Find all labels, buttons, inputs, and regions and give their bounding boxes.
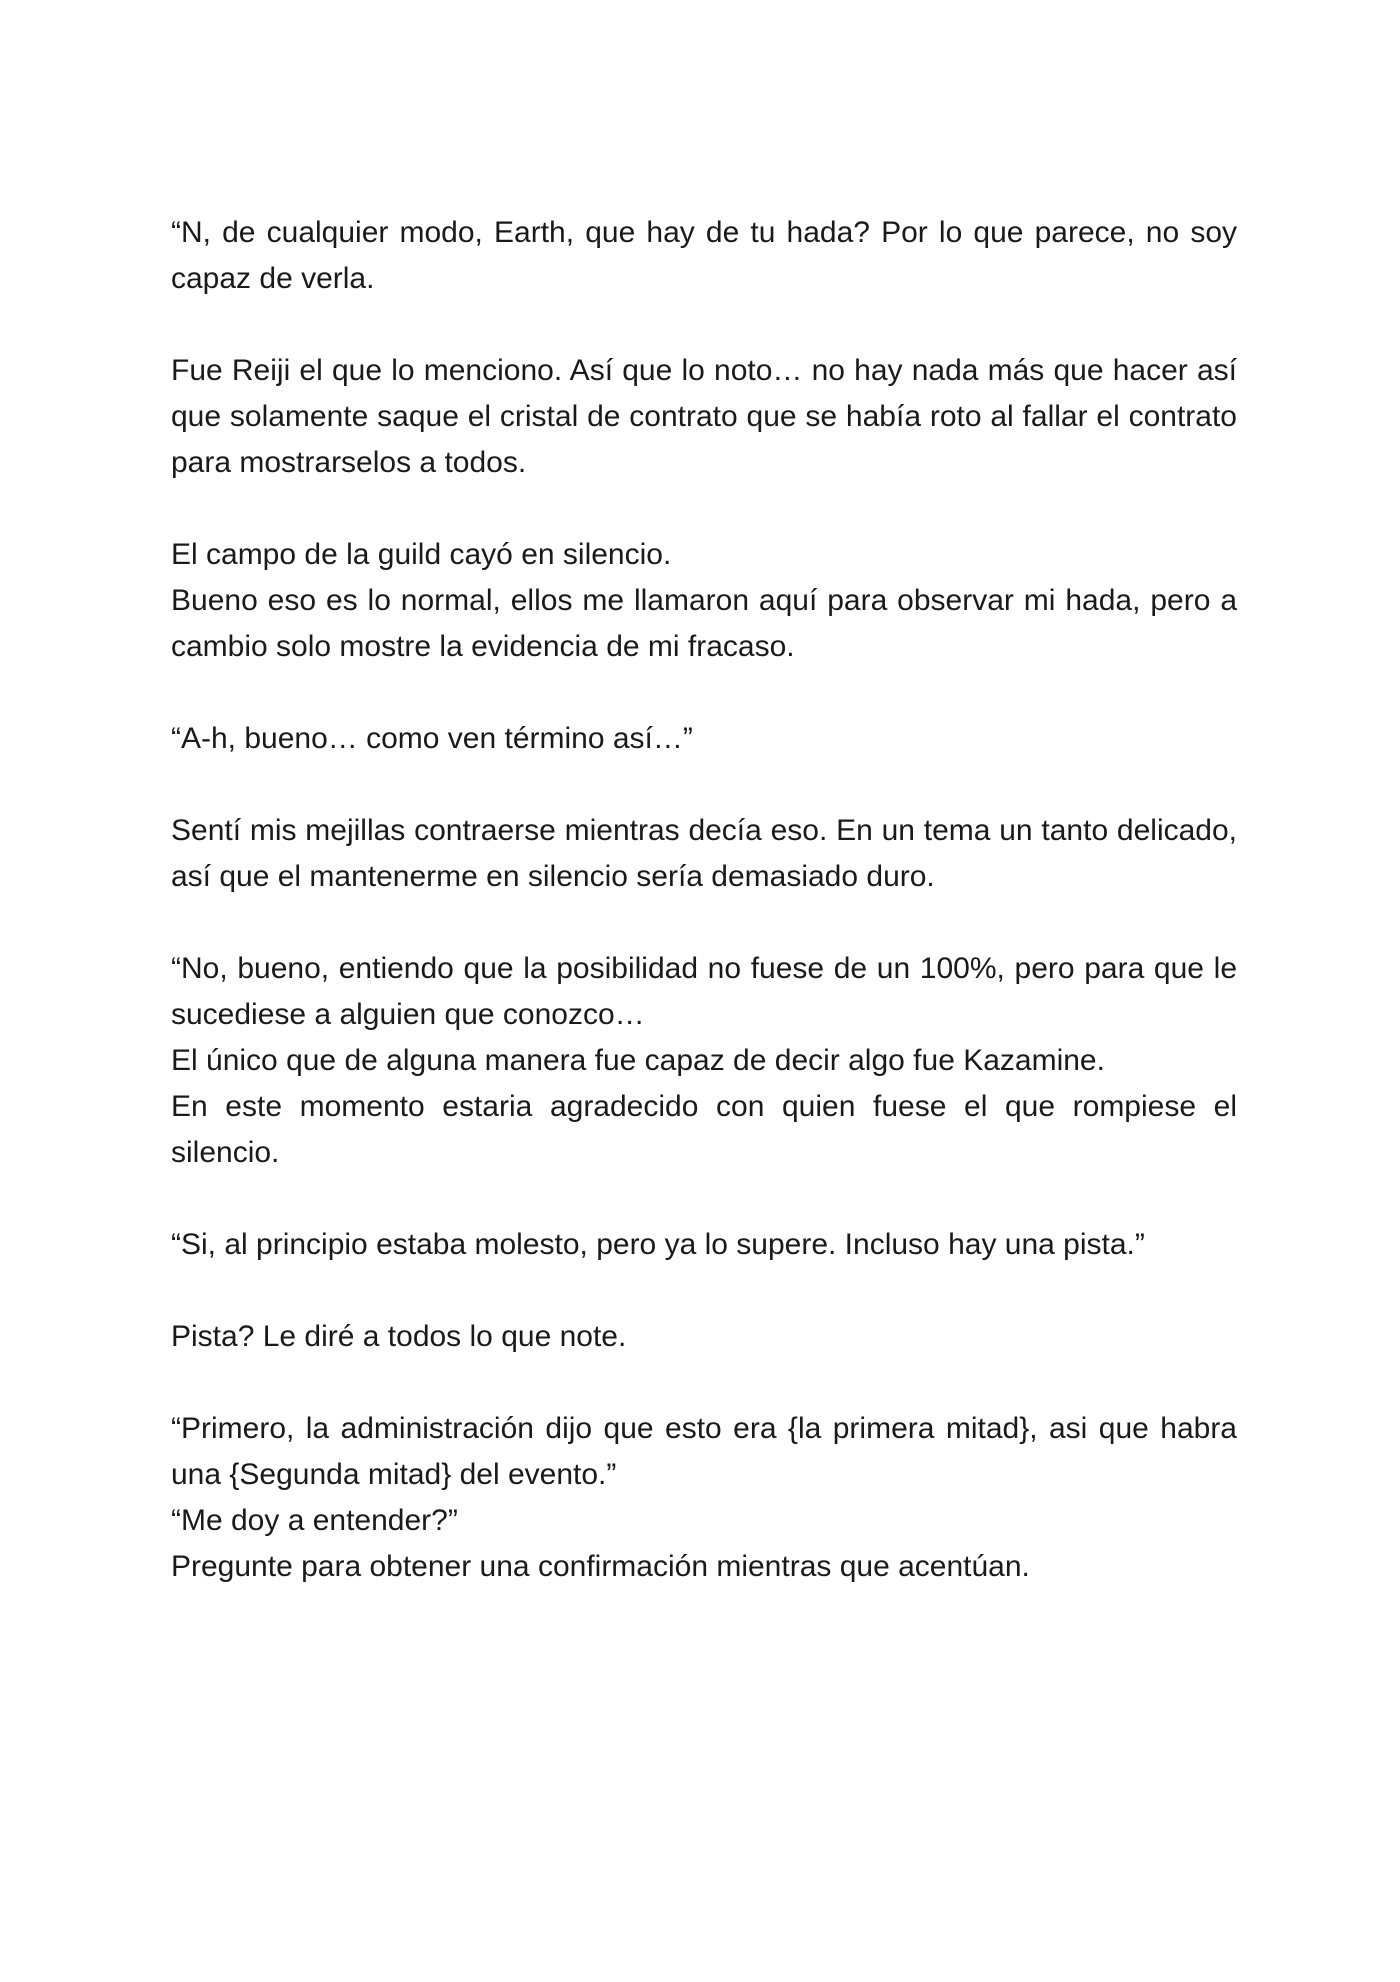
- paragraph: [171, 946, 1237, 1176]
- paragraph-line: Bueno eso es lo normal, ellos me llamaron aquí para observar mi hada, pero a cambio solo mostre la evidencia de mi fracaso.: [171, 584, 1237, 663]
- paragraph-line: Sentí mis mejillas contraerse mientras decía eso. En un tema un tanto delicado, así que el mantenerme en silencio sería demasiado duro.: [171, 814, 1237, 893]
- paragraph: [171, 808, 1237, 900]
- paragraph-line: “Primero, la administración dijo que esto era {la primera mitad}, asi que habra una {Segunda mitad} del evento.”: [171, 1412, 1237, 1491]
- paragraph-line: “No, bueno, entiendo que la posibilidad no fuese de un 100%, pero para que le sucediese a alguien que conozco…: [171, 952, 1237, 1031]
- text-body: [171, 210, 1237, 1636]
- paragraph: [171, 348, 1237, 486]
- paragraph-line: Pista? Le diré a todos lo que note.: [171, 1320, 627, 1353]
- paragraph: [171, 716, 1237, 762]
- paragraph-line: En este momento estaria agradecido con quien fuese el que rompiese el silencio.: [171, 1090, 1237, 1169]
- paragraph-line: El campo de la guild cayó en silencio.: [171, 538, 672, 571]
- paragraph: [171, 210, 1237, 302]
- paragraph-line: “N, de cualquier modo, Earth, que hay de tu hada? Por lo que parece, no soy capaz de verla.: [171, 216, 1237, 295]
- paragraph-line: “Me doy a entender?”: [171, 1504, 458, 1537]
- paragraph: [171, 1314, 1237, 1360]
- paragraph-line: “A-h, bueno… como ven término así…”: [171, 722, 693, 755]
- paragraph-line: Fue Reiji el que lo menciono. Así que lo noto… no hay nada más que hacer así que solamente saque el cristal de contrato que se había roto al fallar el contrato para mostrarselos a todos.: [171, 354, 1237, 479]
- paragraph: [171, 532, 1237, 670]
- paragraph-line: Pregunte para obtener una confirmación mientras que acentúan.: [171, 1550, 1030, 1583]
- paragraph: [171, 1222, 1237, 1268]
- paragraph-line: “Si, al principio estaba molesto, pero ya lo supere. Incluso hay una pista.”: [171, 1228, 1145, 1261]
- paragraph: [171, 1406, 1237, 1590]
- paragraph-line: El único que de alguna manera fue capaz de decir algo fue Kazamine.: [171, 1044, 1105, 1077]
